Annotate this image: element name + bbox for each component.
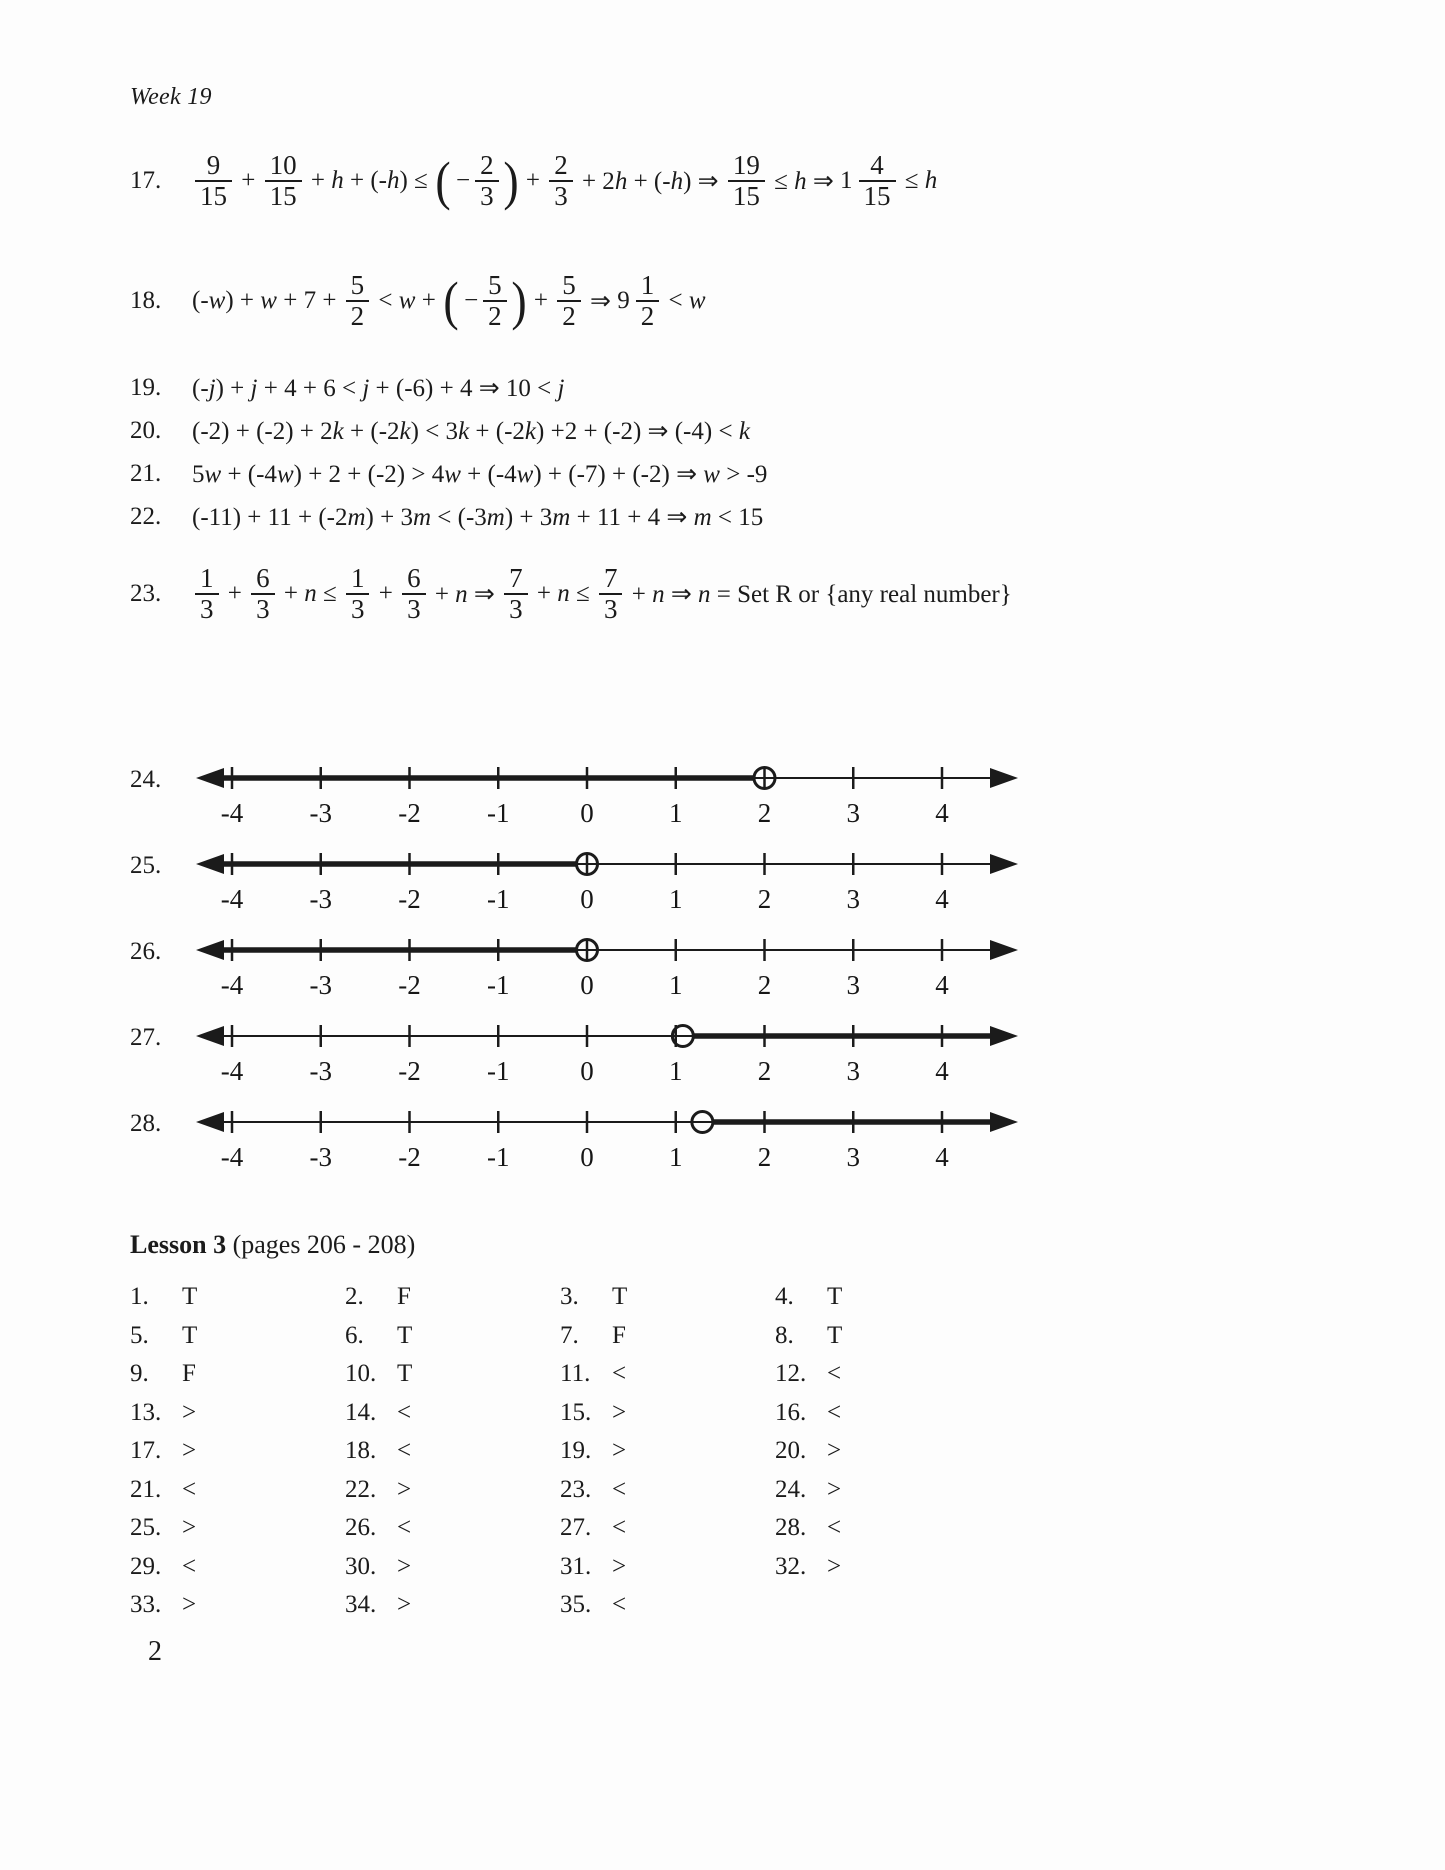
fraction-denominator: 3 bbox=[504, 593, 528, 624]
problem-expression bbox=[192, 459, 767, 489]
answer-cell bbox=[345, 1471, 560, 1510]
problem-row-18 bbox=[130, 255, 1405, 347]
answer-value: T bbox=[612, 1283, 628, 1311]
answer-number: 5. bbox=[130, 1321, 149, 1349]
answer-value: > bbox=[182, 1514, 197, 1542]
lesson3-answer-grid bbox=[130, 1278, 1405, 1625]
answer-number: 8. bbox=[775, 1321, 794, 1349]
tick-label: 1 bbox=[669, 884, 683, 914]
tick-label: 4 bbox=[935, 1142, 949, 1172]
tick-label: -2 bbox=[398, 884, 421, 914]
left-arrow-icon bbox=[196, 854, 224, 874]
answer-value: > bbox=[612, 1398, 627, 1426]
math-text: ≤ h bbox=[898, 167, 938, 194]
answer-number: 21. bbox=[130, 1475, 162, 1503]
fraction-denominator: 15 bbox=[265, 180, 302, 211]
problem-number: 20. bbox=[130, 417, 162, 444]
mixed-number bbox=[617, 271, 662, 331]
tick-label: 4 bbox=[935, 970, 949, 1000]
math-text: + bbox=[235, 167, 262, 194]
fraction bbox=[346, 271, 370, 331]
fraction-numerator: 2 bbox=[554, 149, 568, 180]
math-text: + n ≤ bbox=[277, 580, 343, 607]
number-line-row-27 bbox=[130, 1016, 1405, 1088]
number-lines-section bbox=[130, 758, 1405, 1174]
fraction-denominator: 15 bbox=[195, 180, 232, 211]
tick-label: -2 bbox=[398, 1056, 421, 1086]
math-text: + h + (-h) ≤ bbox=[304, 167, 435, 194]
fraction-numerator: 6 bbox=[407, 562, 421, 593]
tick-label: 2 bbox=[757, 798, 772, 828]
answer-number: 20. bbox=[775, 1437, 807, 1465]
answer-cell bbox=[775, 1432, 990, 1471]
answer-number: 12. bbox=[775, 1360, 807, 1388]
answer-value: < bbox=[612, 1475, 627, 1503]
open-paren: ( bbox=[435, 151, 451, 211]
answer-number: 7. bbox=[560, 1321, 579, 1349]
math-text: ≤ h ⇒ bbox=[767, 168, 841, 195]
fraction-numerator: 1 bbox=[350, 562, 365, 593]
week-header: Week 19 bbox=[130, 84, 212, 110]
tick-label: 3 bbox=[846, 970, 860, 1000]
answer-value: T bbox=[397, 1360, 413, 1388]
tick-label: -1 bbox=[487, 970, 510, 1000]
minus-sign: − bbox=[464, 287, 479, 314]
mixed-whole: 1 bbox=[840, 167, 853, 194]
fraction bbox=[504, 564, 528, 624]
tick-label: 2 bbox=[757, 1142, 772, 1172]
right-arrow-icon bbox=[990, 940, 1018, 960]
fraction-denominator: 2 bbox=[636, 300, 660, 331]
answer-cell bbox=[560, 1278, 775, 1317]
problem-number: 17. bbox=[130, 167, 162, 194]
answer-number: 1. bbox=[130, 1283, 149, 1311]
answer-value: T bbox=[827, 1321, 843, 1349]
math-text: + n ⇒ n = Set R or {any real number} bbox=[625, 581, 1012, 608]
fraction-denominator: 15 bbox=[859, 180, 896, 211]
problem-row-21 bbox=[130, 459, 1405, 489]
lesson3-heading-pages: (pages 206 - 208) bbox=[226, 1230, 416, 1259]
mixed-number bbox=[840, 151, 899, 211]
answer-cell bbox=[775, 1509, 990, 1548]
math-text: + bbox=[519, 167, 547, 194]
math-text: + bbox=[372, 580, 400, 607]
tick-label: -2 bbox=[398, 798, 421, 828]
fraction-numerator: 2 bbox=[480, 149, 494, 180]
fraction bbox=[599, 564, 623, 624]
right-arrow-icon bbox=[990, 1026, 1018, 1046]
tick-label: 0 bbox=[580, 970, 594, 1000]
answer-cell bbox=[130, 1432, 345, 1471]
answer-value: > bbox=[182, 1591, 197, 1619]
minus-sign: − bbox=[456, 167, 471, 194]
close-paren: ) bbox=[502, 151, 519, 211]
math-text: (-2) + (-2) + 2k + (-2k) < 3k + (-2k) +2 + (-2) ⇒ (-4) < k bbox=[192, 418, 750, 445]
fraction-numerator: 5 bbox=[350, 269, 365, 300]
answer-cell bbox=[775, 1278, 990, 1317]
tick-label: -3 bbox=[309, 798, 332, 828]
answer-number: 16. bbox=[775, 1398, 807, 1426]
fraction bbox=[859, 151, 896, 211]
fraction bbox=[251, 564, 275, 624]
number-line-graphic bbox=[192, 1102, 1022, 1174]
fraction-numerator: 4 bbox=[870, 149, 884, 180]
tick-label: 1 bbox=[669, 1056, 683, 1086]
answer-number: 4. bbox=[775, 1283, 794, 1311]
number-line-graphic bbox=[192, 758, 1022, 830]
number-line-row-26 bbox=[130, 930, 1405, 1002]
left-arrow-icon bbox=[196, 1026, 224, 1046]
fraction bbox=[195, 564, 219, 624]
right-arrow-icon bbox=[990, 768, 1018, 788]
problem-expression bbox=[192, 151, 937, 211]
answer-value: < bbox=[827, 1360, 842, 1388]
answer-value: < bbox=[182, 1552, 197, 1580]
tick-label: 2 bbox=[757, 1056, 772, 1086]
answer-number: 17. bbox=[130, 1437, 162, 1465]
tick-label: 2 bbox=[757, 970, 772, 1000]
math-text: ⇒ bbox=[583, 288, 618, 315]
problem-row-17 bbox=[130, 133, 1405, 229]
answer-number: 15. bbox=[560, 1398, 592, 1426]
fraction-numerator: 9 bbox=[206, 149, 221, 180]
fraction bbox=[728, 151, 765, 211]
fraction-denominator: 2 bbox=[483, 300, 507, 331]
problem-row-22 bbox=[130, 502, 1405, 532]
answer-value: < bbox=[397, 1514, 412, 1542]
math-text: < w + bbox=[372, 287, 443, 314]
fraction-denominator: 3 bbox=[599, 593, 623, 624]
answer-value: < bbox=[827, 1398, 842, 1426]
answer-number: 9. bbox=[130, 1360, 149, 1388]
answer-number: 28. bbox=[775, 1514, 807, 1542]
answer-value: > bbox=[182, 1437, 197, 1465]
tick-label: 1 bbox=[669, 798, 683, 828]
answer-value: > bbox=[397, 1552, 412, 1580]
answer-number: 24. bbox=[775, 1475, 807, 1503]
tick-label: 3 bbox=[846, 1056, 860, 1086]
right-arrow-icon bbox=[990, 854, 1018, 874]
tick-label: 0 bbox=[580, 1056, 594, 1086]
fraction-numerator: 5 bbox=[488, 269, 502, 300]
answer-number: 30. bbox=[345, 1552, 377, 1580]
fraction-denominator: 3 bbox=[346, 593, 370, 624]
answer-cell bbox=[345, 1586, 560, 1625]
answer-cell bbox=[560, 1548, 775, 1587]
problem-number: 25. bbox=[130, 852, 162, 879]
answer-cell bbox=[560, 1432, 775, 1471]
problem-expression bbox=[192, 416, 750, 446]
answer-number: 33. bbox=[130, 1591, 162, 1619]
answer-value: < bbox=[612, 1591, 627, 1619]
fraction-denominator: 2 bbox=[346, 300, 370, 331]
answer-cell bbox=[345, 1548, 560, 1587]
fraction-denominator: 15 bbox=[728, 180, 765, 211]
problem-expression bbox=[192, 271, 706, 331]
answer-cell bbox=[560, 1355, 775, 1394]
fraction bbox=[195, 151, 232, 211]
answer-cell bbox=[560, 1317, 775, 1356]
answer-cell bbox=[560, 1471, 775, 1510]
tick-label: -3 bbox=[309, 1056, 332, 1086]
left-arrow-icon bbox=[196, 768, 224, 788]
number-line-row-28 bbox=[130, 1102, 1405, 1174]
fraction-numerator: 7 bbox=[509, 562, 523, 593]
tick-label: -4 bbox=[220, 798, 244, 828]
answer-value: < bbox=[182, 1475, 197, 1503]
tick-label: 2 bbox=[757, 884, 772, 914]
problem-number: 23. bbox=[130, 580, 162, 607]
answer-number: 6. bbox=[345, 1321, 364, 1349]
tick-label: -1 bbox=[487, 798, 510, 828]
problem-number: 27. bbox=[130, 1024, 162, 1051]
problem-expression bbox=[192, 564, 1012, 624]
problem-number: 21. bbox=[130, 460, 162, 487]
answer-cell bbox=[775, 1317, 990, 1356]
answer-value: F bbox=[612, 1321, 626, 1349]
answer-value: < bbox=[397, 1398, 412, 1426]
fraction-denominator: 3 bbox=[251, 593, 275, 624]
fraction-numerator: 7 bbox=[603, 562, 618, 593]
fraction bbox=[475, 151, 499, 211]
answer-value: > bbox=[827, 1475, 842, 1503]
answer-value: > bbox=[397, 1475, 412, 1503]
tick-label: -4 bbox=[220, 884, 244, 914]
answer-cell bbox=[345, 1317, 560, 1356]
answer-cell bbox=[130, 1394, 345, 1433]
answer-cell bbox=[345, 1509, 560, 1548]
tick-label: -1 bbox=[487, 1056, 510, 1086]
fraction bbox=[636, 271, 660, 331]
answer-value: T bbox=[827, 1283, 843, 1311]
number-line-graphic bbox=[192, 930, 1022, 1002]
answer-number: 34. bbox=[345, 1591, 377, 1619]
answer-cell bbox=[345, 1432, 560, 1471]
right-arrow-icon bbox=[990, 1112, 1018, 1132]
answer-cell bbox=[345, 1394, 560, 1433]
tick-label: -1 bbox=[487, 1142, 510, 1172]
page-number: 2 bbox=[148, 1636, 162, 1667]
fraction-denominator: 3 bbox=[195, 593, 219, 624]
answer-value: > bbox=[182, 1398, 197, 1426]
problem-expression bbox=[192, 373, 564, 403]
answer-cell bbox=[130, 1471, 345, 1510]
tick-label: 1 bbox=[669, 970, 683, 1000]
answer-value: T bbox=[182, 1321, 198, 1349]
tick-label: -3 bbox=[309, 1142, 332, 1172]
tick-label: -4 bbox=[220, 1142, 244, 1172]
answer-number: 2. bbox=[345, 1283, 364, 1311]
fraction-denominator: 3 bbox=[402, 593, 426, 624]
problem-row-20 bbox=[130, 416, 1405, 446]
problem-number: 26. bbox=[130, 938, 162, 965]
fraction-denominator: 3 bbox=[549, 180, 573, 211]
tick-label: 3 bbox=[846, 884, 860, 914]
fraction-numerator: 6 bbox=[256, 562, 270, 593]
tick-label: -3 bbox=[309, 970, 332, 1000]
tick-label: 4 bbox=[935, 884, 949, 914]
tick-label: 0 bbox=[580, 798, 594, 828]
answer-cell bbox=[560, 1509, 775, 1548]
answer-value: < bbox=[612, 1360, 627, 1388]
answer-cell bbox=[345, 1278, 560, 1317]
fraction-denominator: 2 bbox=[557, 300, 581, 331]
answer-number: 35. bbox=[560, 1591, 592, 1619]
answer-number: 11. bbox=[560, 1360, 591, 1388]
answer-cell bbox=[775, 1355, 990, 1394]
answer-cell bbox=[130, 1509, 345, 1548]
tick-label: -4 bbox=[220, 1056, 244, 1086]
fraction-numerator: 19 bbox=[732, 149, 760, 180]
answer-number: 22. bbox=[345, 1475, 377, 1503]
fraction bbox=[483, 271, 507, 331]
tick-label: 1 bbox=[669, 1142, 683, 1172]
answer-cell bbox=[130, 1586, 345, 1625]
fraction-numerator: 5 bbox=[562, 269, 576, 300]
tick-label: 0 bbox=[580, 1142, 594, 1172]
mixed-whole: 9 bbox=[617, 287, 630, 314]
number-line-row-24 bbox=[130, 758, 1405, 830]
answer-value: > bbox=[827, 1552, 842, 1580]
close-paren: ) bbox=[511, 271, 527, 331]
answer-value: < bbox=[397, 1437, 412, 1465]
problem-row-23 bbox=[130, 548, 1405, 640]
fraction bbox=[549, 151, 573, 211]
answer-number: 3. bbox=[560, 1283, 579, 1311]
problem-number: 19. bbox=[130, 374, 162, 401]
answer-number: 23. bbox=[560, 1475, 592, 1503]
problem-number: 24. bbox=[130, 766, 162, 793]
tick-label: 4 bbox=[935, 798, 949, 828]
tick-label: 3 bbox=[846, 798, 860, 828]
answer-cell bbox=[560, 1394, 775, 1433]
answer-value: > bbox=[397, 1591, 412, 1619]
lesson3-heading bbox=[130, 1230, 1405, 1260]
math-text: (-j) + j + 4 + 6 < j + (-6) + 4 ⇒ 10 < j bbox=[192, 375, 565, 402]
math-text: (-11) + 11 + (-2m) + 3m < (-3m) + 3m + 11 + 4 ⇒ m < 15 bbox=[192, 504, 764, 531]
fraction bbox=[265, 151, 302, 211]
answer-cell bbox=[345, 1355, 560, 1394]
tick-label: 4 bbox=[935, 1056, 949, 1086]
answer-number: 14. bbox=[345, 1398, 377, 1426]
math-text: + n ⇒ bbox=[428, 581, 502, 608]
answer-number: 26. bbox=[345, 1514, 377, 1542]
fraction-numerator: 1 bbox=[640, 269, 655, 300]
lesson3-heading-title: Lesson 3 bbox=[130, 1230, 227, 1259]
answer-value: > bbox=[612, 1437, 627, 1465]
answer-cell bbox=[130, 1548, 345, 1587]
problem-number: 28. bbox=[130, 1110, 162, 1137]
answer-number: 10. bbox=[345, 1360, 377, 1388]
problem-number: 18. bbox=[130, 287, 162, 314]
fraction bbox=[557, 271, 581, 331]
math-text: + n ≤ bbox=[530, 580, 596, 607]
tick-label: 0 bbox=[580, 884, 594, 914]
left-arrow-icon bbox=[196, 940, 224, 960]
answer-cell bbox=[775, 1394, 990, 1433]
problem-number: 22. bbox=[130, 503, 162, 530]
math-text: (-w) + w + 7 + bbox=[192, 287, 343, 314]
answer-value: > bbox=[827, 1437, 842, 1465]
answer-number: 29. bbox=[130, 1552, 162, 1580]
tick-label: -2 bbox=[398, 970, 421, 1000]
answer-number: 31. bbox=[560, 1552, 592, 1580]
fraction bbox=[346, 564, 370, 624]
math-text: + 2h + (-h) ⇒ bbox=[575, 168, 725, 195]
left-arrow-icon bbox=[196, 1112, 224, 1132]
number-line-row-25 bbox=[130, 844, 1405, 916]
number-line-graphic bbox=[192, 1016, 1022, 1088]
problem-row-19 bbox=[130, 373, 1405, 403]
answer-cell bbox=[130, 1317, 345, 1356]
answer-cell bbox=[560, 1586, 775, 1625]
tick-label: -1 bbox=[487, 884, 510, 914]
answer-number: 19. bbox=[560, 1437, 592, 1465]
math-text: + bbox=[527, 287, 555, 314]
answer-number: 25. bbox=[130, 1514, 162, 1542]
answer-value: T bbox=[397, 1321, 413, 1349]
open-paren: ( bbox=[443, 271, 459, 331]
fraction-denominator: 3 bbox=[475, 180, 499, 211]
answer-number: 13. bbox=[130, 1398, 162, 1426]
fraction-numerator: 10 bbox=[269, 149, 297, 180]
answer-number: 32. bbox=[775, 1552, 807, 1580]
tick-label: 3 bbox=[846, 1142, 860, 1172]
math-text: + bbox=[221, 580, 249, 607]
answer-value: F bbox=[397, 1283, 411, 1311]
math-text: < w bbox=[662, 287, 706, 314]
answer-value: > bbox=[612, 1552, 627, 1580]
answer-cell bbox=[775, 1471, 990, 1510]
fraction bbox=[402, 564, 426, 624]
answer-number: 18. bbox=[345, 1437, 377, 1465]
answer-value: < bbox=[612, 1514, 627, 1542]
answer-value: T bbox=[182, 1283, 198, 1311]
tick-label: -3 bbox=[309, 884, 332, 914]
problem-expression bbox=[192, 502, 763, 532]
answer-cell bbox=[130, 1355, 345, 1394]
tick-label: -4 bbox=[220, 970, 244, 1000]
answer-value: F bbox=[182, 1360, 196, 1388]
answer-value: < bbox=[827, 1514, 842, 1542]
answer-cell bbox=[130, 1278, 345, 1317]
answer-cell bbox=[775, 1548, 990, 1587]
number-line-graphic bbox=[192, 844, 1022, 916]
fraction-numerator: 1 bbox=[200, 562, 214, 593]
math-text: 5w + (-4w) + 2 + (-2) > 4w + (-4w) + (-7) + (-2) ⇒ w > -9 bbox=[192, 461, 768, 488]
tick-label: -2 bbox=[398, 1142, 421, 1172]
answer-number: 27. bbox=[560, 1514, 592, 1542]
